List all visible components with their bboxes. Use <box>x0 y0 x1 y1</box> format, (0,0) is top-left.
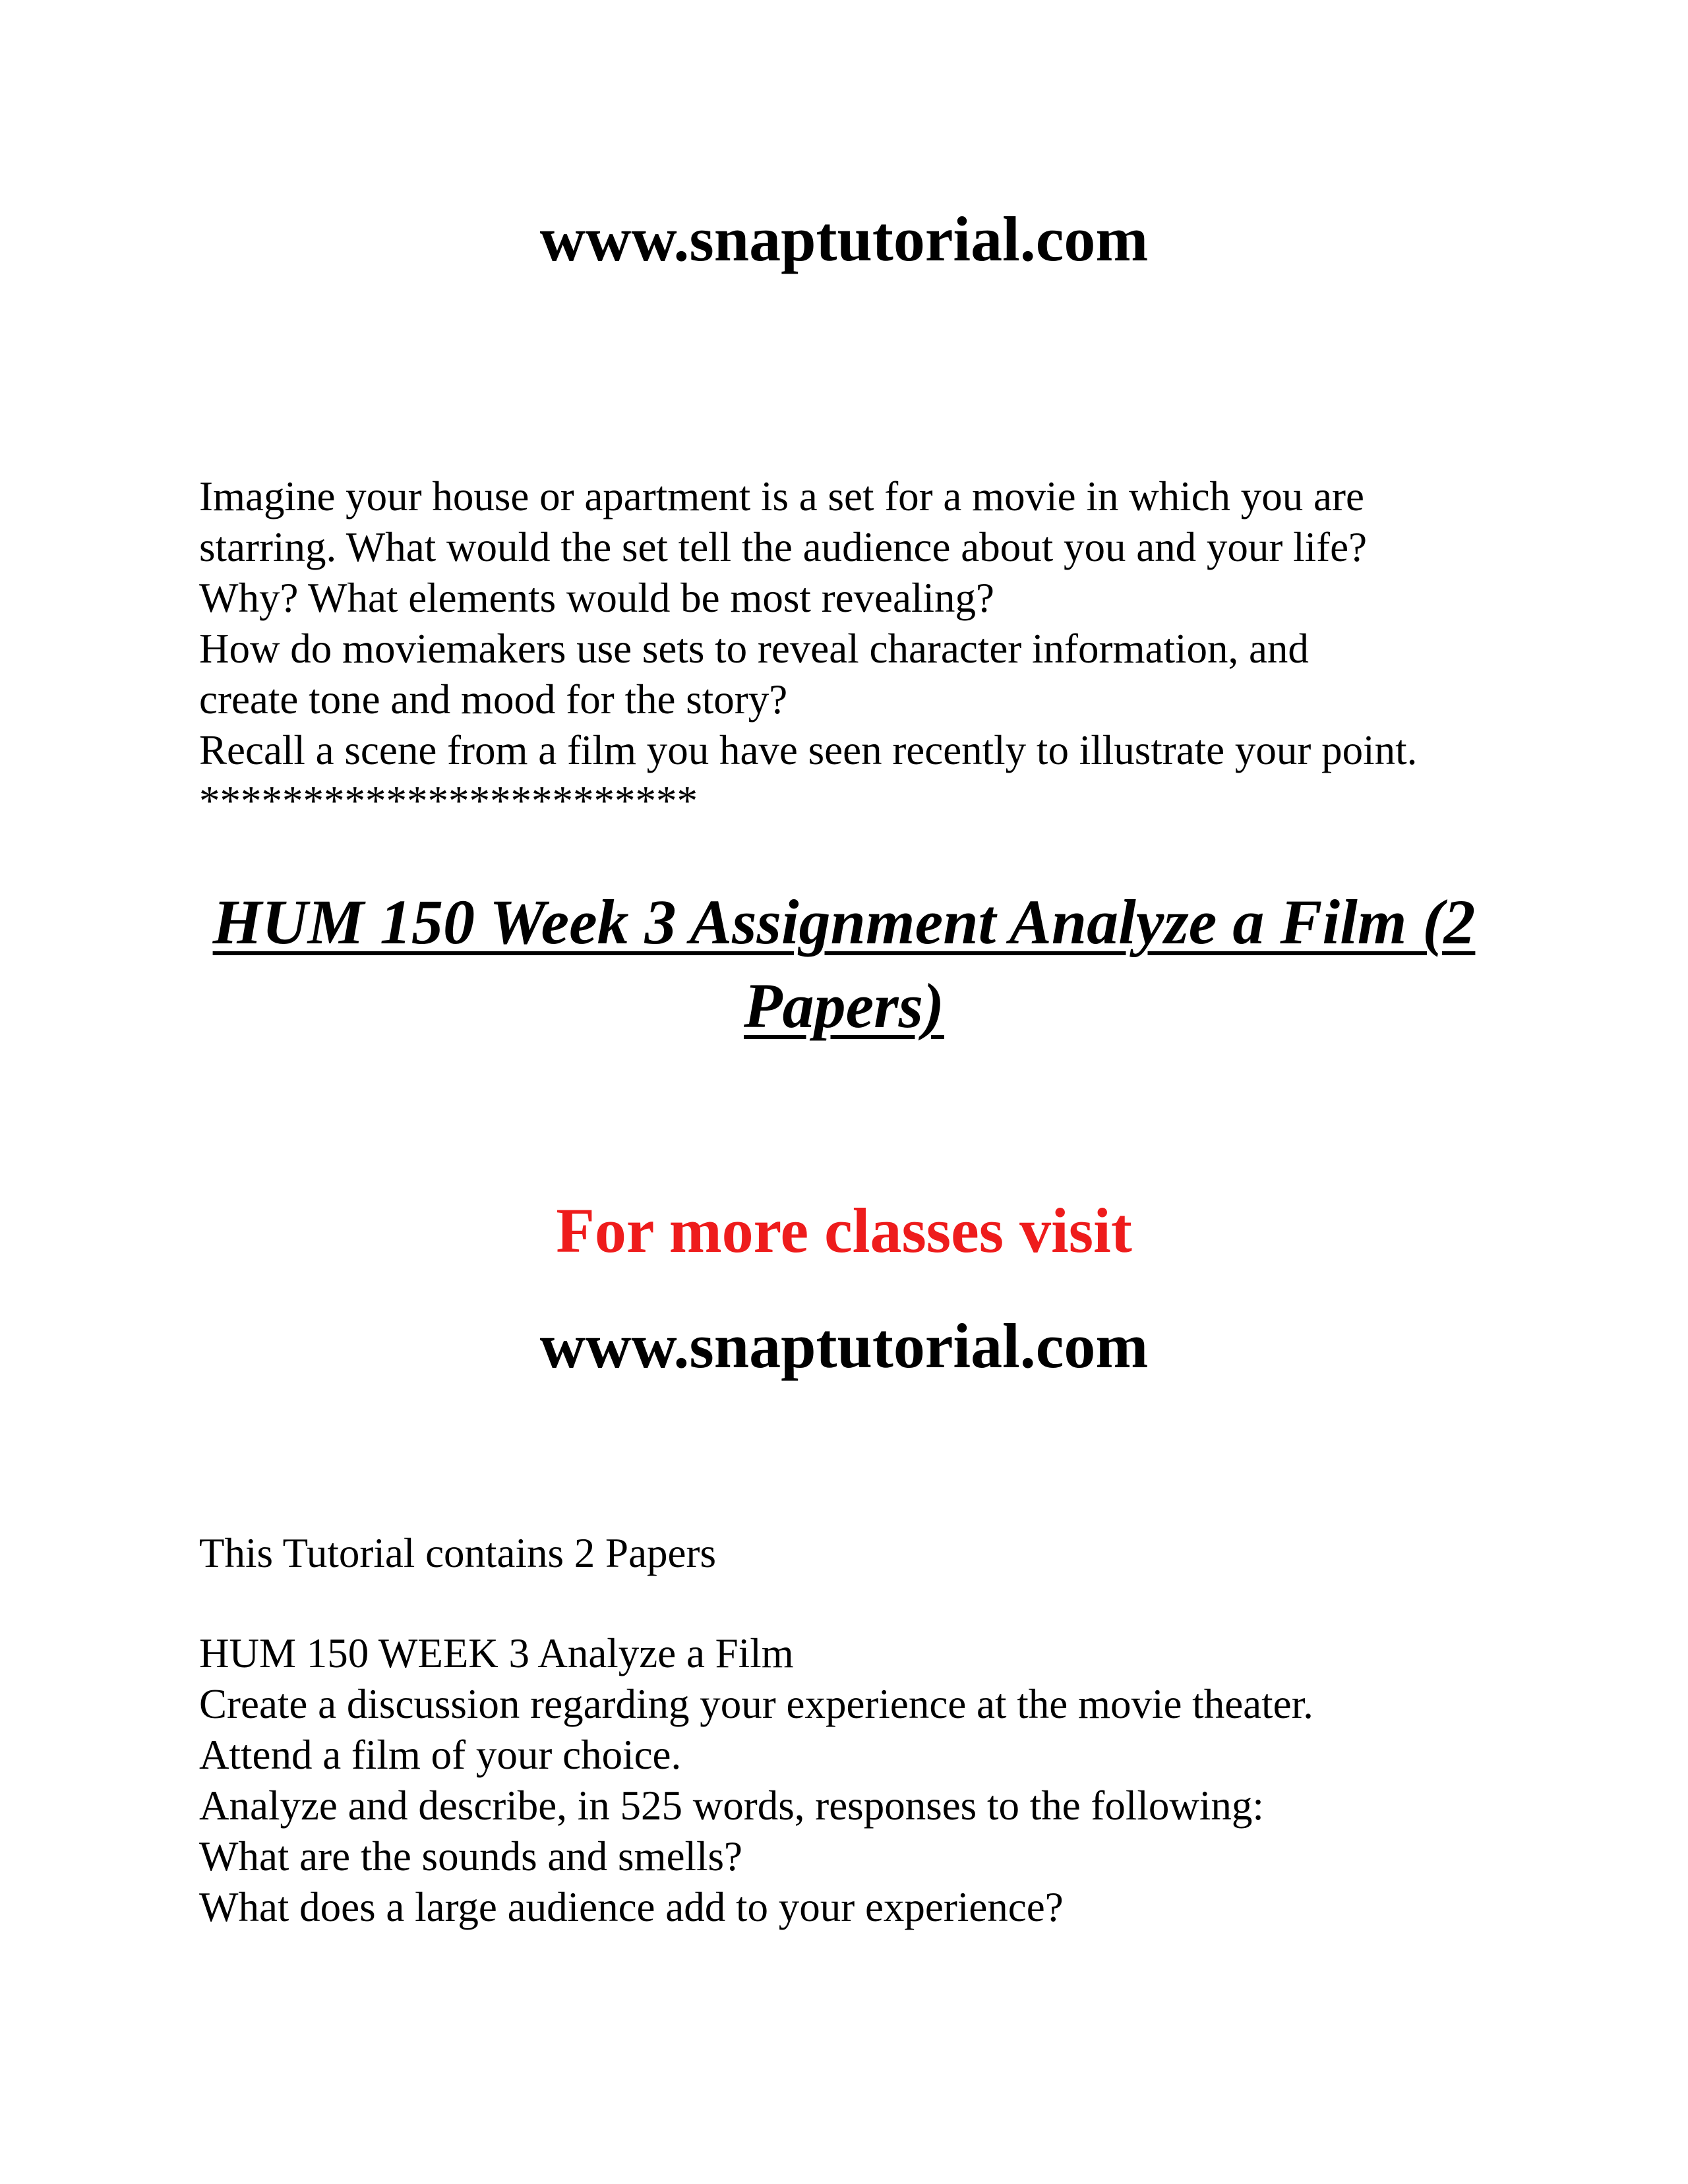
paper-line: Attend a film of your choice. <box>199 1732 682 1778</box>
tutorial-note: This Tutorial contains 2 Papers <box>199 1530 716 1576</box>
paper-title: HUM 150 WEEK 3 Analyze a Film <box>199 1630 794 1676</box>
intro-line: create tone and mood for the story? <box>199 676 788 723</box>
site-url-header: www.snaptutorial.com <box>539 204 1149 274</box>
intro-line: Imagine your house or apartment is a set for a movie in which you are <box>199 473 1364 519</box>
intro-line: starring. What would the set tell the audience about you and your life? <box>199 524 1368 570</box>
intro-paragraph <box>199 471 1571 827</box>
intro-line: How do moviemakers use sets to reveal character information, and <box>199 626 1309 672</box>
site-url-footer: www.snaptutorial.com <box>539 1311 1149 1381</box>
paper-line: Create a discussion regarding your experience at the movie theater. <box>199 1681 1313 1727</box>
paper-line: What does a large audience add to your experience? <box>199 1884 1064 1930</box>
intro-line: Why? What elements would be most revealing? <box>199 575 994 621</box>
asterisk-divider: ************************ <box>199 778 698 824</box>
intro-line: Recall a scene from a film you have seen recently to illustrate your point. <box>199 727 1418 773</box>
paper-line: Analyze and describe, in 525 words, responses to the following: <box>199 1783 1264 1829</box>
more-classes-heading: For more classes visit <box>556 1195 1132 1266</box>
assignment-title-link[interactable]: HUM 150 Week 3 Assignment Analyze a Film (2 Papers) <box>212 887 1476 1041</box>
paper-line: What are the sounds and smells? <box>199 1833 743 1879</box>
paper-description <box>199 1628 1571 1933</box>
